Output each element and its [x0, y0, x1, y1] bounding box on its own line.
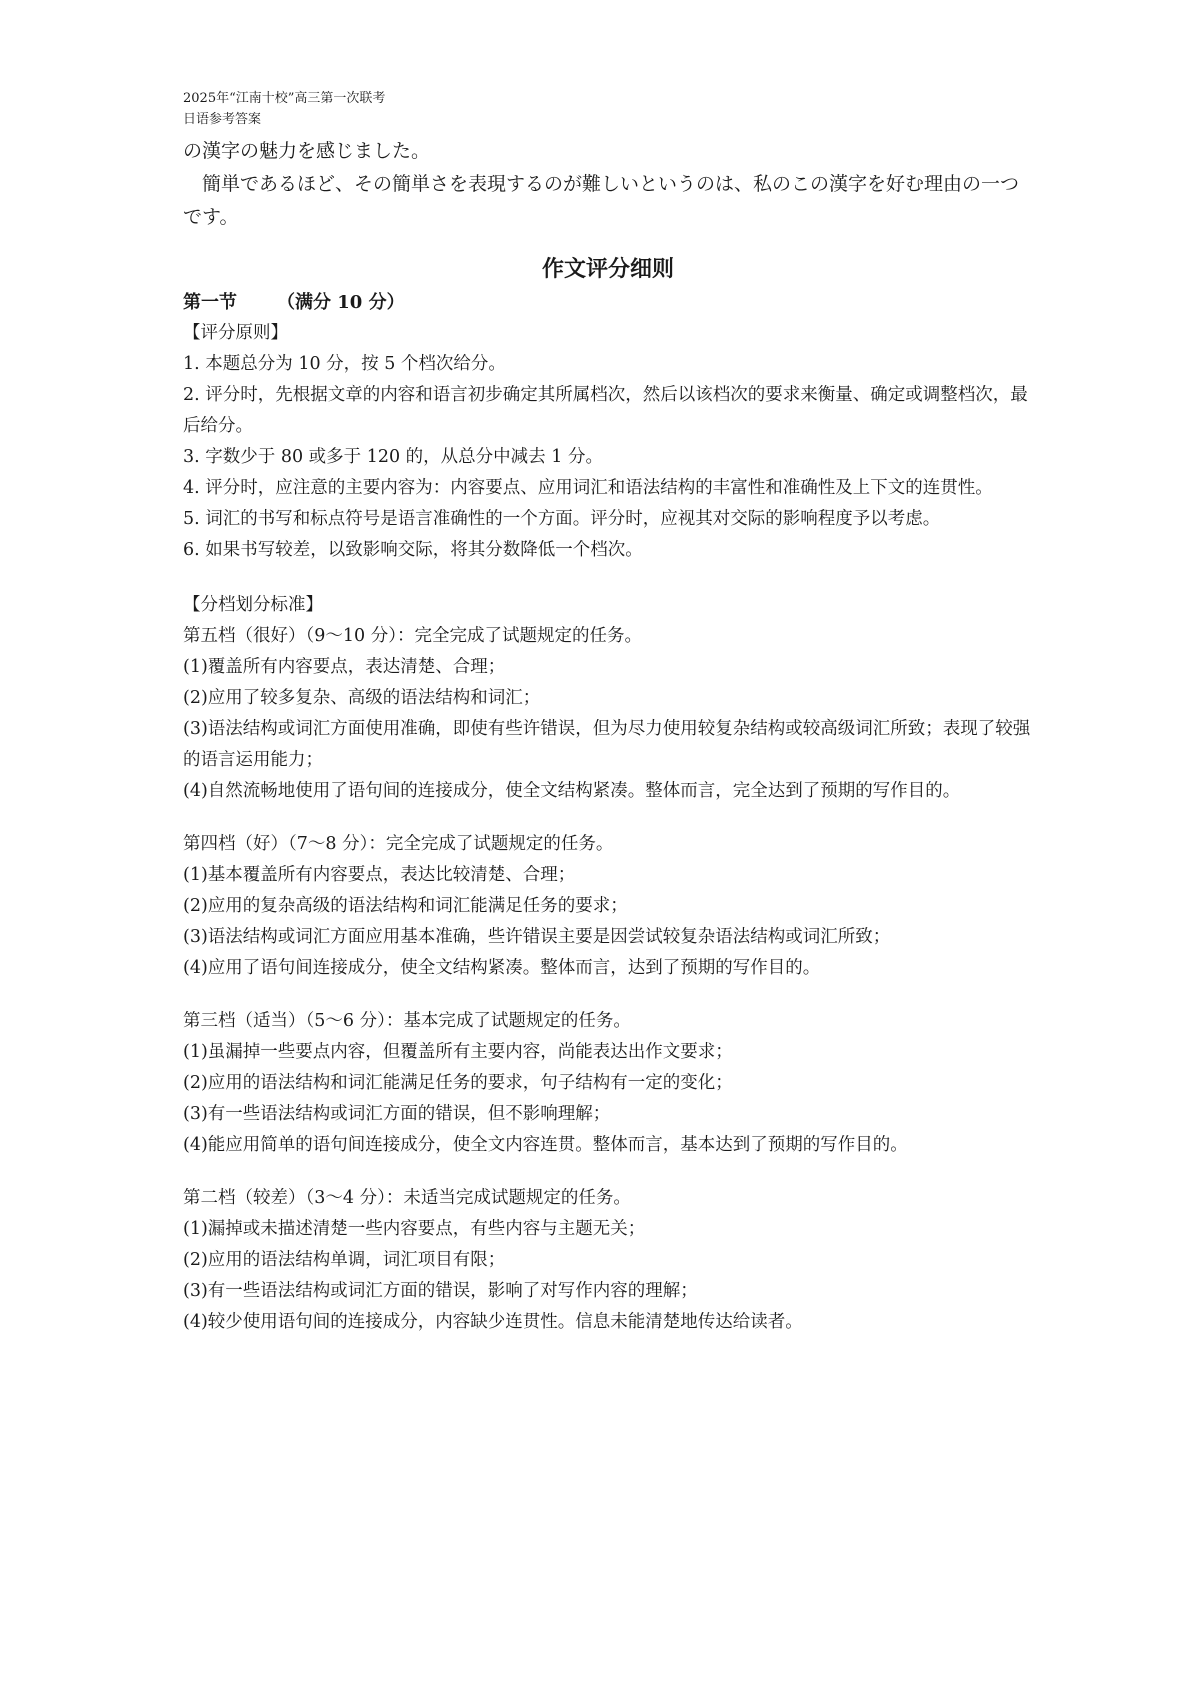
level-item: (4)应用了语句间连接成分，使全文结构紧凑。整体而言，达到了预期的写作目的。: [183, 958, 821, 978]
level-item: (3)语法结构或词汇方面应用基本准确，些许错误主要是因尝试较复杂语法结构或词汇所致；: [183, 927, 891, 947]
page-header: [183, 88, 1033, 130]
level-item: (4)较少使用语句间的连接成分，内容缺少连贯性。信息未能清楚地传达给读者。: [183, 1312, 803, 1332]
level-item: (3)语法结构或词汇方面使用准确，即使有些许错误，但为尽力使用较复杂结构或较高级词汇所致；表现了较强的语言运用能力；: [183, 719, 1031, 770]
level-item: (4)能应用简单的语句间连接成分，使全文内容连贯。整体而言，基本达到了预期的写作目的。: [183, 1135, 908, 1155]
level-block-3: [183, 1006, 1033, 1161]
section-score: （满分 10 分）: [277, 292, 405, 313]
level-title: 第四档（好）（7～8 分）：完全完成了试题规定的任务。: [183, 834, 614, 854]
header-exam-title: 2025年“江南十校”高三第一次联考: [183, 91, 386, 106]
intro-paragraph: の漢字の魅力を感じました。: [183, 140, 431, 162]
level-block-4: [183, 829, 1033, 984]
section-name: 第一节: [183, 292, 237, 313]
principle-item: 5. 词汇的书写和标点符号是语言准确性的一个方面。评分时，应视其对交际的影响程度予以考虑。: [183, 509, 941, 529]
scoring-principles: [183, 318, 1033, 566]
intro-paragraph: 簡単であるほど、その簡単さを表現するのが難しいというのは、私のこの漢字を好む理由の一つです。: [183, 173, 1020, 228]
level-title: 第二档（较差）（3～4 分）：未适当完成试题规定的任务。: [183, 1188, 631, 1208]
principle-item: 6. 如果书写较差，以致影响交际，将其分数降低一个档次。: [183, 540, 643, 560]
principle-item: 2. 评分时，先根据文章的内容和语言初步确定其所属档次，然后以该档次的要求来衡量、确定或调整档次，最后给分。: [183, 385, 1028, 436]
level-item: (2)应用的语法结构和词汇能满足任务的要求，句子结构有一定的变化；: [183, 1073, 733, 1093]
principle-item: 4. 评分时，应注意的主要内容为：内容要点、应用词汇和语法结构的丰富性和准确性及上下文的连贯性。: [183, 478, 993, 498]
level-item: (1)基本覆盖所有内容要点，表达比较清楚、合理；: [183, 865, 576, 885]
principle-item: 3. 字数少于 80 或多于 120 的，从总分中减去 1 分。: [183, 447, 603, 467]
principle-item: 1. 本题总分为 10 分，按 5 个档次给分。: [183, 354, 506, 374]
level-item: (2)应用了较多复杂、高级的语法结构和词汇；: [183, 688, 541, 708]
level-block-5: [183, 621, 1033, 807]
level-item: (1)漏掉或未描述清楚一些内容要点，有些内容与主题无关；: [183, 1219, 646, 1239]
level-title: 第五档（很好）（9～10 分）：完全完成了试题规定的任务。: [183, 626, 642, 646]
levels-heading: 【分档划分标准】: [183, 595, 323, 615]
level-item: (3)有一些语法结构或词汇方面的错误，但不影响理解；: [183, 1104, 611, 1124]
level-item: (1)覆盖所有内容要点，表达清楚、合理；: [183, 657, 506, 677]
header-subtitle: 日语参考答案: [183, 112, 262, 127]
level-item: (2)应用的语法结构单调，词汇项目有限；: [183, 1250, 506, 1270]
section-title: [183, 288, 1033, 318]
document-page: [183, 88, 1033, 1338]
intro-text: [183, 135, 1033, 234]
level-title: 第三档（适当）（5～6 分）：基本完成了试题规定的任务。: [183, 1011, 631, 1031]
level-block-2: [183, 1183, 1033, 1338]
principles-heading: 【评分原则】: [183, 323, 288, 343]
level-item: (2)应用的复杂高级的语法结构和词汇能满足任务的要求；: [183, 896, 628, 916]
level-item: (1)虽漏掉一些要点内容，但覆盖所有主要内容，尚能表达出作文要求；: [183, 1042, 733, 1062]
level-item: (3)有一些语法结构或词汇方面的错误，影响了对写作内容的理解；: [183, 1281, 698, 1301]
main-title: 作文评分细则: [541, 256, 674, 282]
level-standards: [183, 590, 1033, 1338]
level-item: (4)自然流畅地使用了语句间的连接成分，使全文结构紧凑。整体而言，完全达到了预期的写作目的。: [183, 781, 961, 801]
